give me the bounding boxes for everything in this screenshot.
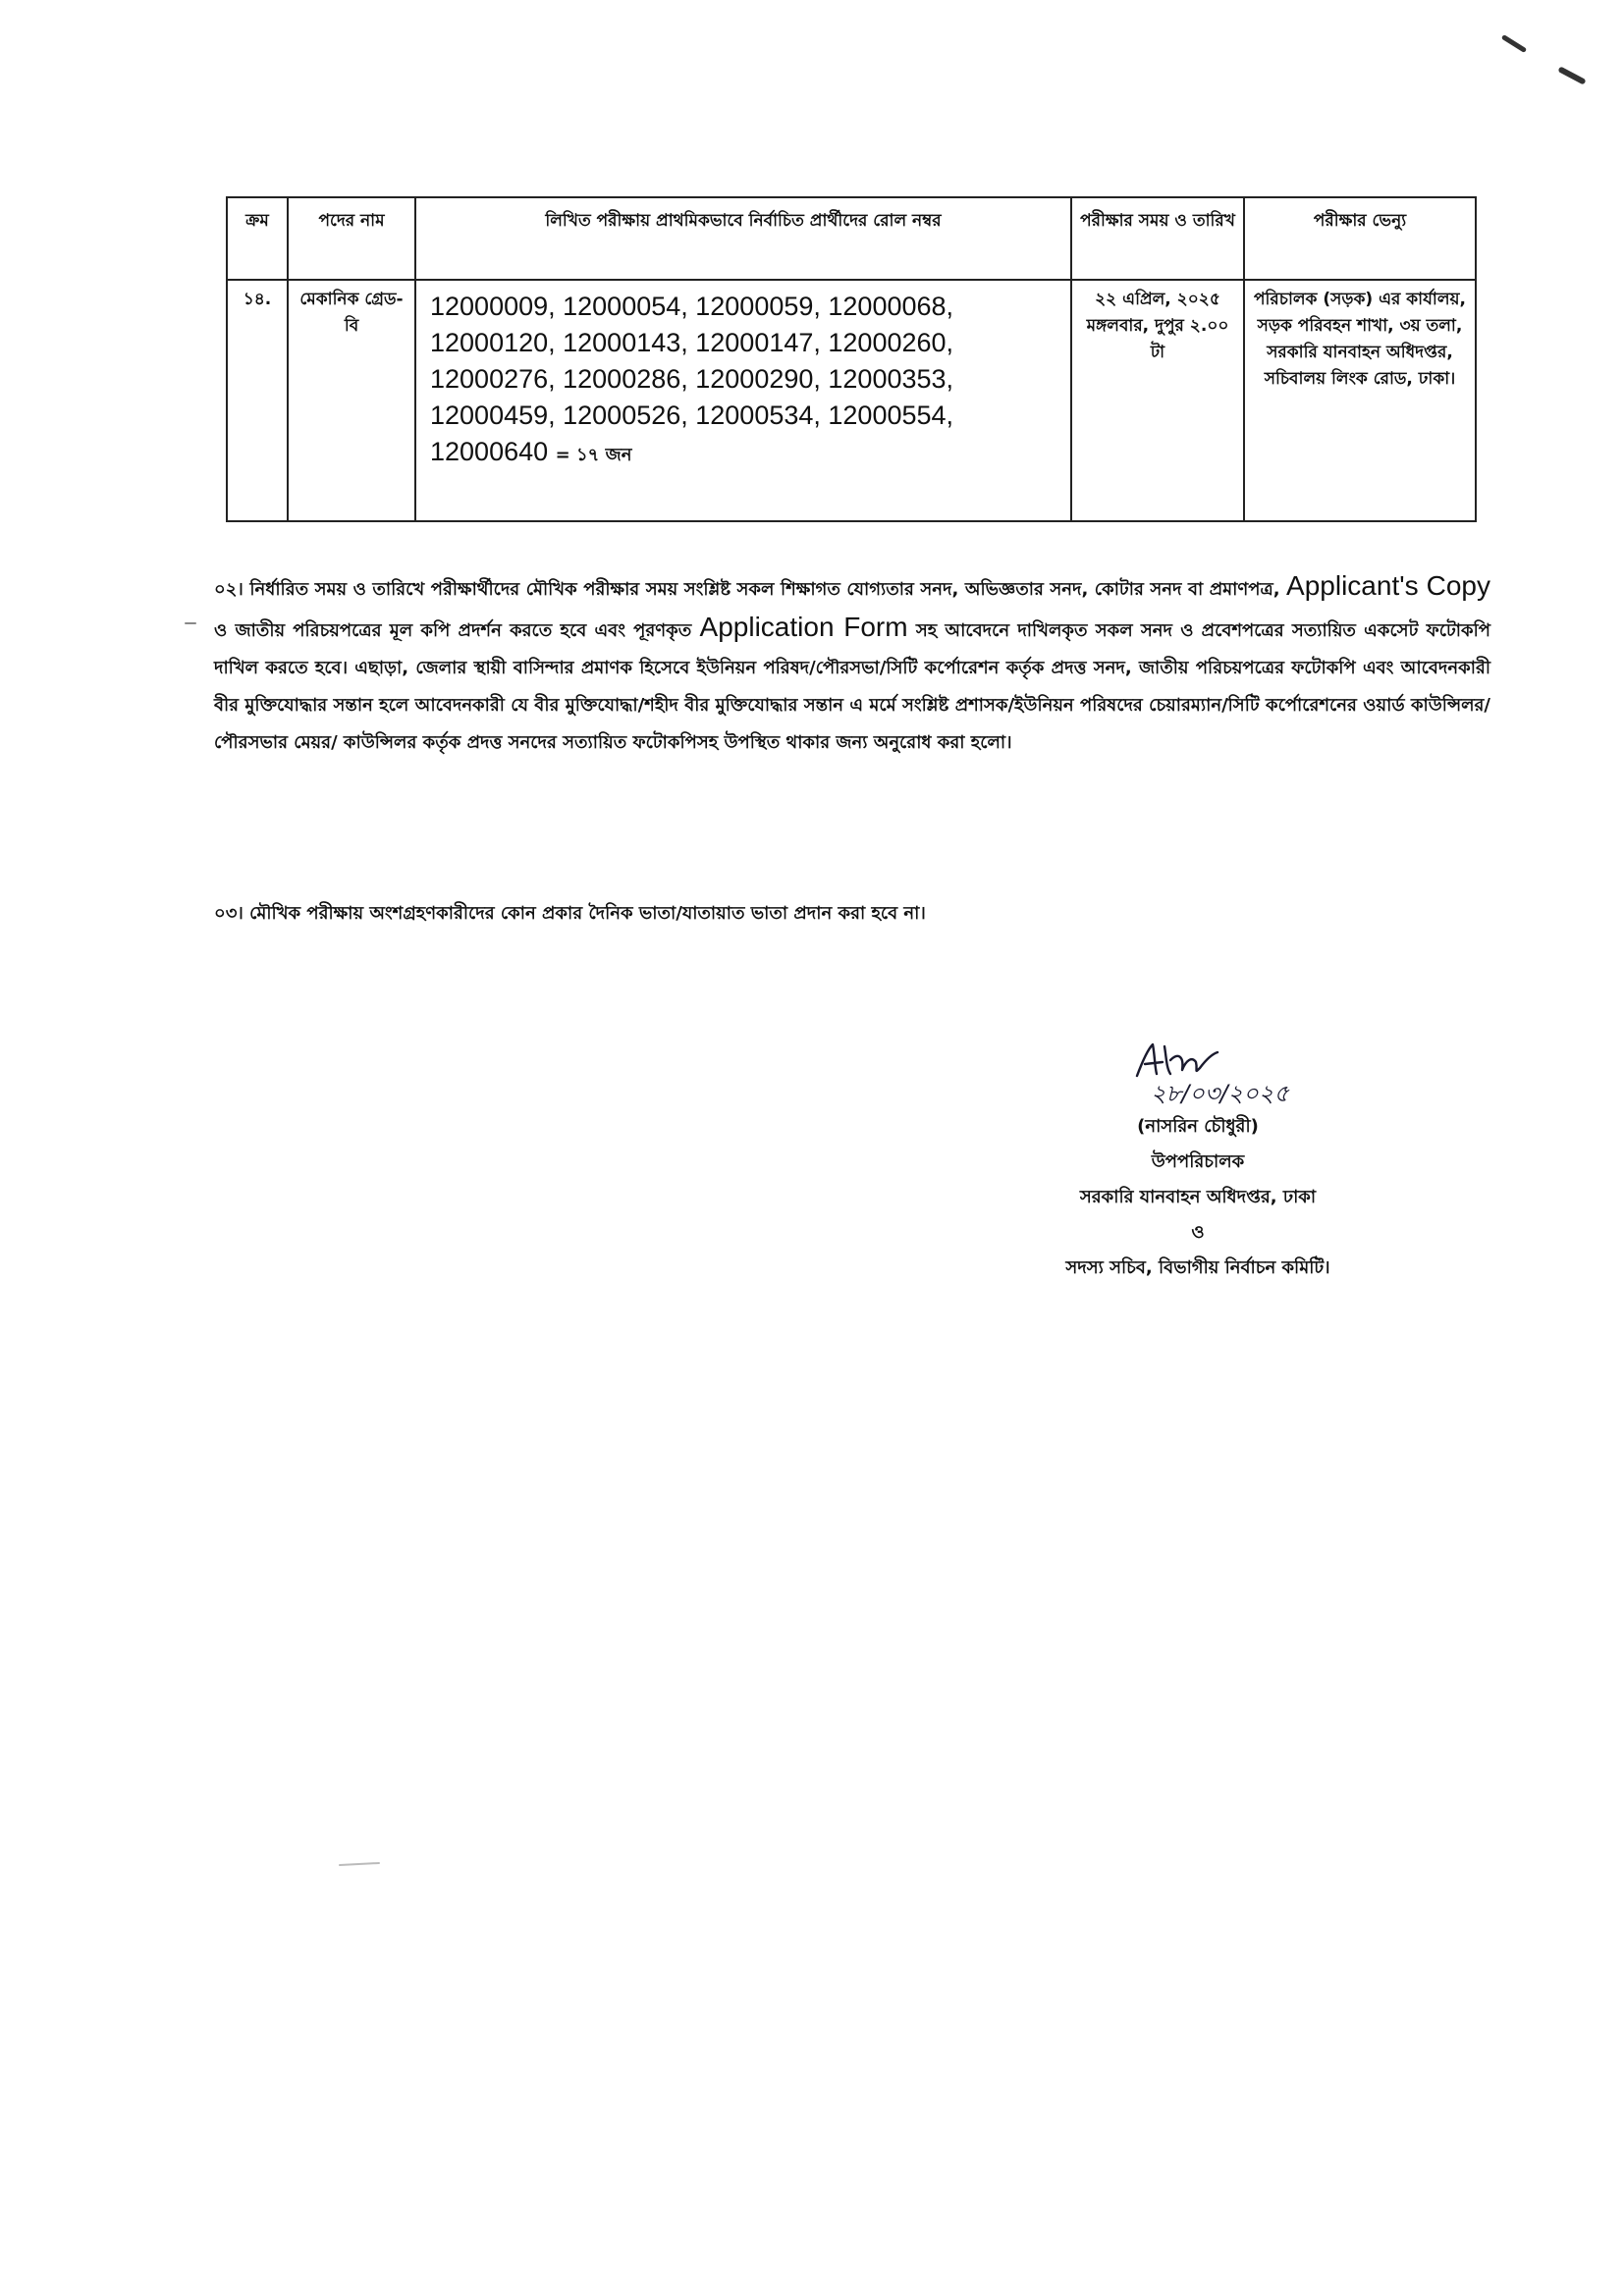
header-post-name: পদের নাম <box>288 197 415 280</box>
roll-number-list: 12000009, 12000054, 12000059, 12000068, 12000120, 12000143, 12000147, 12000260, 12000276, 12000286, 12000290, 12000353, 12000459, 12000526, 12000534, 12000554, 12000640 <box>430 292 954 466</box>
signature-date: ২৮/০৩/২০২৫ <box>1151 1080 1289 1107</box>
row-exam-time-date: ২২ এপ্রিল, ২০২৫ মঙ্গলবার, দুপুর ২.০০ টা <box>1071 280 1244 521</box>
signatory-designation: উপপরিচালক <box>1151 1151 1245 1172</box>
scan-artifact <box>1501 34 1527 53</box>
signature-block <box>992 1031 1404 1286</box>
paragraph-02-instructions <box>214 567 1490 762</box>
scan-artifact <box>1557 66 1586 84</box>
handwritten-signature <box>1080 1031 1316 1109</box>
paragraph-03-no-allowance: ০৩। মৌখিক পরীক্ষায় অংশগ্রহণকারীদের কোন প্রকার দৈনিক ভাতা/যাতায়াত ভাতা প্রদান করা হবে না। <box>214 903 926 924</box>
signatory-committee-role: সদস্য সচিব, বিভাগীয় নির্বাচন কমিটি। <box>1065 1257 1330 1278</box>
shortlist-table <box>226 196 1477 522</box>
applicants-copy-term: Applicant's Copy <box>1286 570 1490 601</box>
application-form-term: Application Form <box>699 612 908 642</box>
signatory-conjunction: ও <box>1191 1222 1205 1243</box>
row-roll-numbers <box>415 280 1071 521</box>
candidate-count: = ১৭ জন <box>555 445 632 465</box>
paragraph-02-part3: সহ আবেদনে দাখিলকৃত সকল সনদ ও প্রবেশপত্রের সত্যায়িত একসেট ফটোকপি দাখিল করতে হবে। এছাড়া, জেলার স্থায়ী বাসিন্দার প্রমাণক হিসেবে ইউনিয়ন পরিষদ/পৌরসভা/সিটি কর্পোরেশন কর্তৃক প্রদত্ত সনদ, জাতীয় পরিচয়পত্রের ফটোকপি এবং আবেদনকারী বীর মুক্তিযোদ্ধার সন্তান হলে আবেদনকারী যে বীর মুক্তিযোদ্ধা/শহীদ বীর মুক্তিযোদ্ধার সন্তান এ মর্মে সংশ্লিষ্ট প্রশাসক/ইউনিয়ন পরিষদের চেয়ারম্যান/সিটি কর্পোরেশনের ওয়ার্ড কাউন্সিলর/ পৌরসভার মেয়র/ কাউন্সিলর কর্তৃক প্রদত্ত সনদের সত্যায়িত ফটোকপিসহ উপস্থিত থাকার জন্য অনুরোধ করা হলো। <box>214 620 1490 753</box>
header-roll-numbers: লিখিত পরীক্ষায় প্রাথমিকভাবে নির্বাচিত প্রার্থীদের রোল নম্বর <box>415 197 1071 280</box>
scan-artifact <box>185 622 196 624</box>
signatory-name: (নাসরিন চৌধুরী) <box>1137 1116 1259 1137</box>
table-header-row <box>227 197 1476 280</box>
signatory-office: সরকারি যানবাহন অধিদপ্তর, ঢাকা <box>1079 1187 1317 1207</box>
paragraph-02-part2: ও জাতীয় পরিচয়পত্রের মূল কপি প্রদর্শন করতে হবে এবং পূরণকৃত <box>214 620 692 641</box>
header-exam-venue: পরীক্ষার ভেন্যু <box>1244 197 1476 280</box>
paragraph-02-part1: ০২। নির্ধারিত সময় ও তারিখে পরীক্ষার্থীদের মৌখিক পরীক্ষার সময় সংশ্লিষ্ট সকল শিক্ষাগত যোগ্যতার সনদ, অভিজ্ঞতার সনদ, কোটার সনদ বা প্রমাণপত্র, <box>214 579 1280 600</box>
header-exam-time-date: পরীক্ষার সময় ও তারিখ <box>1071 197 1244 280</box>
row-post-name: মেকানিক গ্রেড-বি <box>288 280 415 521</box>
row-serial: ১৪. <box>227 280 288 521</box>
table-row <box>227 280 1476 521</box>
header-serial: ক্রম <box>227 197 288 280</box>
scan-artifact <box>339 1862 380 1866</box>
row-exam-venue: পরিচালক (সড়ক) এর কার্যালয়, সড়ক পরিবহন শাখা, ৩য় তলা, সরকারি যানবাহন অধিদপ্তর, সচিবালয় লিংক রোড, ঢাকা। <box>1244 280 1476 521</box>
